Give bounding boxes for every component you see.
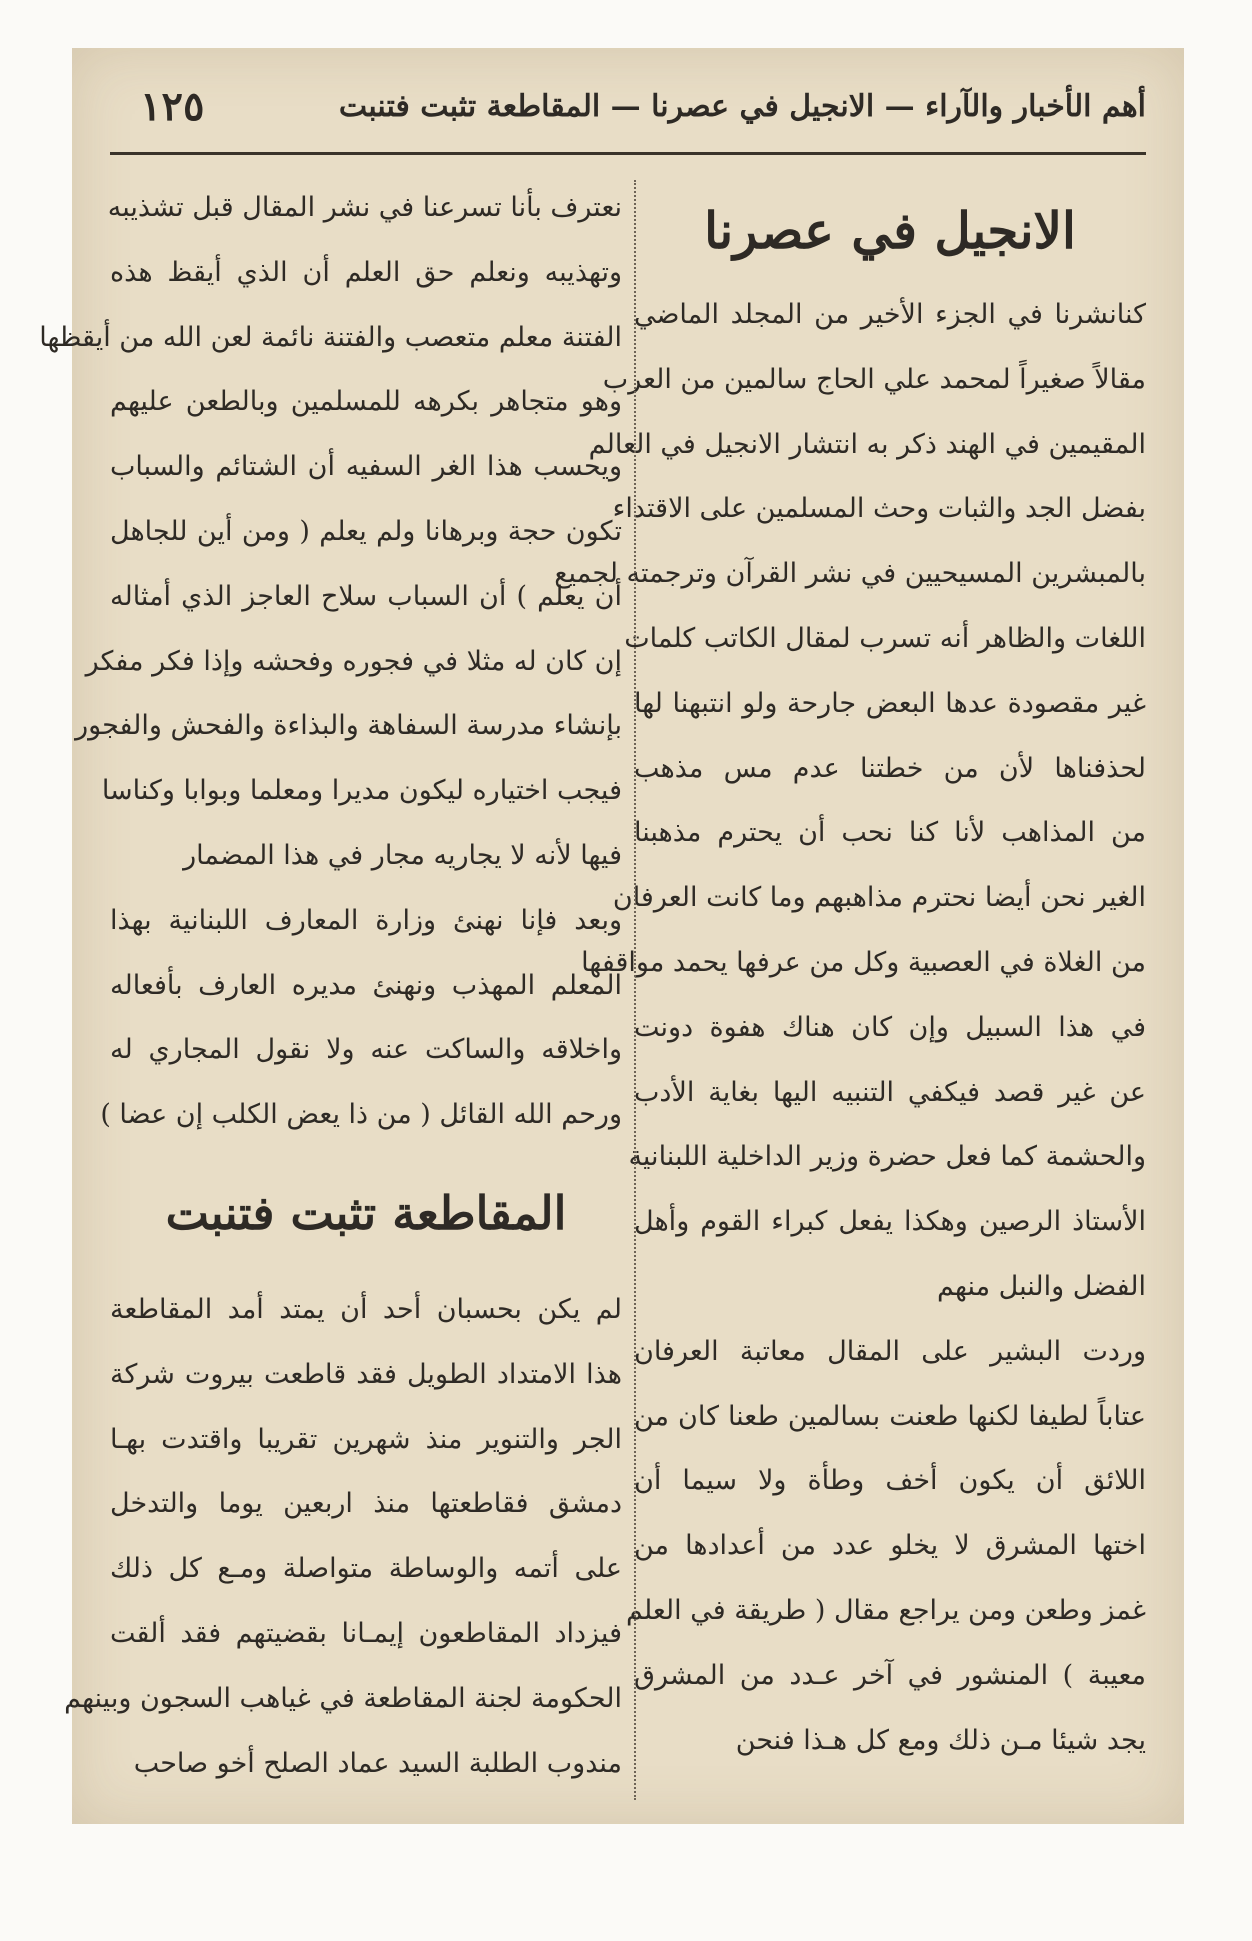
text-line: على أتمه والوساطة متواصلة ومـع كل ذلك xyxy=(110,1553,622,1585)
text-line: وهو متجاهر بكرهه للمسلمين وبالطعن عليهم xyxy=(110,386,622,418)
text-line: تكون حجة وبرهانا ولم يعلم ( ومن أين للجاهل xyxy=(110,515,622,547)
text-line: الجر والتنوير منذ شهرين تقريبا واقتدت بهـا xyxy=(110,1423,622,1455)
text-line: بفضل الجد والثبات وحث المسلمين على الاقتداء xyxy=(612,493,1146,525)
text-line: بإنشاء مدرسة السفاهة والبذاءة والفحش والفجور xyxy=(75,710,622,742)
text-line: واخلاقه والساكت عنه ولا نقول المجاري له xyxy=(110,1034,622,1066)
left-column-text-top xyxy=(39,176,622,1148)
text-line: معيبة ) المنشور في آخر عـدد من المشرق xyxy=(634,1659,1146,1691)
text-line: لم يكن بحسبان أحد أن يمتد أمد المقاطعة xyxy=(110,1293,622,1325)
article-title-gospel: الانجيل في عصرنا xyxy=(704,201,1076,260)
text-line: وبعد فإنا نهنئ وزارة المعارف اللبنانية بهذا xyxy=(110,904,622,936)
right-column xyxy=(554,176,1146,1773)
text-line: ويحسب هذا الغر السفيه أن الشتائم والسباب xyxy=(110,451,622,483)
text-line: من المذاهب لأنا كنا نحب أن يحترم مذهبنا xyxy=(634,817,1146,849)
text-line: فيها لأنه لا يجاريه مجار في هذا المضمار xyxy=(183,839,622,871)
text-line: إن كان له مثلا في فجوره وفحشه وإذا فكر مفكر xyxy=(85,645,622,677)
text-line: غير مقصودة عدها البعض جارحة ولو انتبهنا لها xyxy=(634,687,1146,719)
text-line: فيزداد المقاطعون إيمـانا بقضيتهم فقد ألقت xyxy=(110,1617,622,1649)
text-line: المعلم المهذب ونهنئ مديره العارف بأفعاله xyxy=(110,969,622,1001)
text-line: اختها المشرق لا يخلو عدد من أعدادها من xyxy=(634,1530,1146,1562)
text-line: فيجب اختياره ليكون مديرا ومعلما وبوابا وكناسا xyxy=(101,775,622,807)
text-line: هذا الامتداد الطويل فقد قاطعت بيروت شركة xyxy=(110,1358,622,1390)
journal-page xyxy=(39,48,1184,1824)
left-column xyxy=(39,176,622,1796)
text-line: الأستاذ الرصين وهكذا يفعل كبراء القوم وأهل xyxy=(634,1206,1146,1238)
page-number: ١٢٥ xyxy=(140,82,205,130)
text-line: مقالاً صغيراً لمحمد علي الحاج سالمين من العرب xyxy=(602,363,1146,395)
text-line: مندوب الطلبة السيد عماد الصلح أخو صاحب xyxy=(133,1747,622,1779)
text-line: نعترف بأنا تسرعنا في نشر المقال قبل تشذيبه xyxy=(107,192,622,223)
text-line: كنانشرنا في الجزء الأخير من المجلد الماضي xyxy=(634,299,1146,330)
text-line: المقيمين في الهند ذكر به انتشار الانجيل في العالم xyxy=(588,428,1146,460)
text-line: الفضل والنبل منهم xyxy=(937,1270,1146,1302)
text-line: وتهذيبه ونعلم حق العلم أن الذي أيقظ هذه xyxy=(110,256,622,288)
text-line: بالمبشرين المسيحيين في نشر القرآن وترجمته لجميع xyxy=(554,558,1146,590)
text-line: في هذا السبيل وإن كان هناك هفوة دونت xyxy=(634,1011,1146,1043)
text-line: من الغلاة في العصبية وكل من عرفها يحمد مواقفها xyxy=(581,946,1146,978)
text-line: عن غير قصد فيكفي التنبيه اليها بغاية الأدب xyxy=(634,1076,1146,1108)
text-line: الغير نحن أيضا نحترم مذاهبهم وما كانت العرفان xyxy=(612,882,1146,914)
left-column-text-bottom xyxy=(64,1278,622,1796)
text-line: اللائق أن يكون أخف وطأة ولا سيما أن xyxy=(634,1465,1146,1497)
article-title-boycott: المقاطعة تثبت فتنبت xyxy=(165,1185,567,1240)
text-line: الحكومة لجنة المقاطعة في غياهب السجون وبينهم xyxy=(64,1682,622,1714)
text-line: دمشق فقاطعتها منذ اربعين يوما والتدخل xyxy=(110,1488,622,1520)
text-line: وردت البشير على المقال معاتبة العرفان xyxy=(634,1335,1146,1367)
text-line: لحذفناها لأن من خطتنا عدم مس مذهب xyxy=(634,752,1146,784)
text-line: والحشمة كما فعل حضرة وزير الداخلية اللبنانية xyxy=(628,1141,1146,1173)
text-line: أن يعلم ) أن السباب سلاح العاجز الذي أمثاله xyxy=(110,580,622,612)
text-line: غمز وطعن ومن يراجع مقال ( طريقة في العلم xyxy=(625,1594,1146,1626)
text-line: اللغات والظاهر أنه تسرب لمقال الكاتب كلمات xyxy=(624,622,1146,654)
text-line: يجد شيئا مـن ذلك ومع كل هـذا فنحن xyxy=(735,1724,1146,1756)
page-header xyxy=(110,74,1146,138)
header-rule xyxy=(110,152,1146,155)
column-divider xyxy=(634,180,636,1800)
running-head: أهم الأخبار والآراء — الانجيل في عصرنا — المقاطعة تثبت فتنبت xyxy=(338,88,1146,124)
right-column-text xyxy=(554,283,1146,1773)
text-line: عتاباً لطيفا لكنها طعنت بسالمين طعنا كان من xyxy=(634,1400,1146,1432)
text-line: الفتنة معلم متعصب والفتنة نائمة لعن الله من أيقظها xyxy=(39,321,622,353)
text-line: ورحم الله القائل ( من ذا يعض الكلب إن عضا ) xyxy=(100,1099,622,1131)
